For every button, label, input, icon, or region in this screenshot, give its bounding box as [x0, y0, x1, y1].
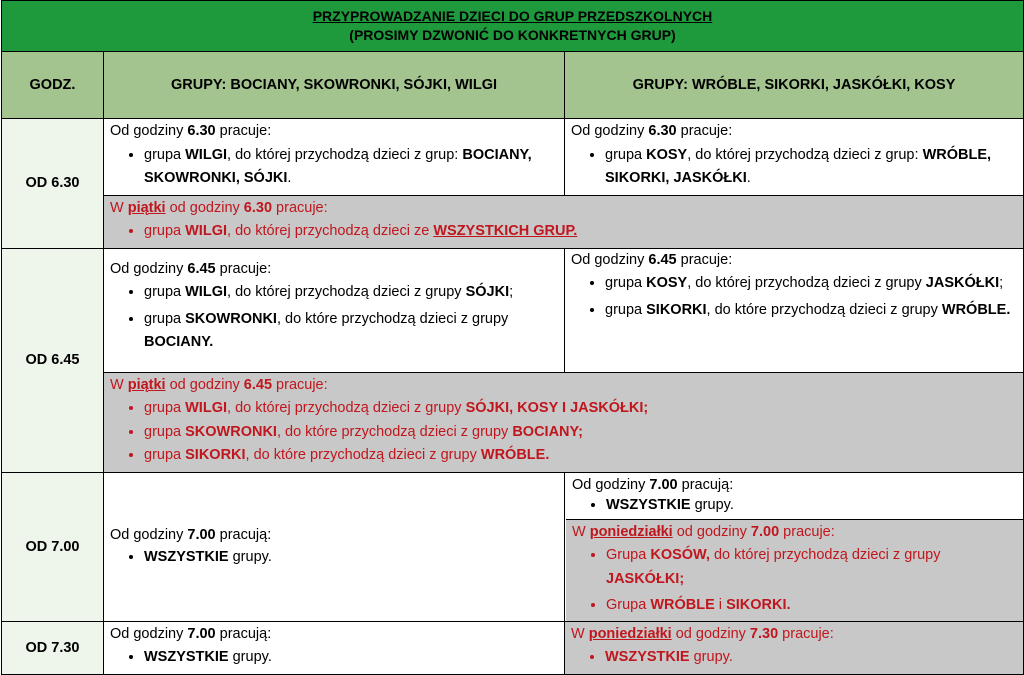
list-item: • grupa SIKORKI, do które przychodzą dzieci z grupy WRÓBLE. — [144, 444, 1017, 468]
intro-645-a: Od godziny 6.45 pracuje: — [110, 260, 272, 277]
list-item: • WSZYSTKIE grupy. — [144, 646, 558, 670]
monday-intro-730: W poniedziałki od godziny 7.30 pracuje: — [571, 625, 834, 642]
title-line-2: (PROSIMY DZWONIĆ DO KONKRETNYCH GRUP) — [349, 27, 676, 43]
list-item: • grupa WILGI, do której przychodzą dzieci ze WSZYSTKICH GRUP. — [144, 220, 1017, 244]
list-item: • WSZYSTKIE grupy. — [606, 495, 1018, 515]
list-item: • grupa SKOWRONKI, do które przychodzą dzieci z grupy BOCIANY; — [144, 421, 1017, 445]
row-645-main — [2, 248, 1024, 372]
time-630: OD 6.30 — [2, 119, 104, 249]
schedule-table — [1, 0, 1024, 675]
list-item: • grupa KOSY, do której przychodzą dzieci z grupy JASKÓŁKI; — [605, 272, 1017, 296]
list-item: • grupa WILGI, do której przychodzą dzieci z grupy SÓJKI; — [144, 281, 558, 305]
title-line-1: PRZYPROWADZANIE DZIECI DO GRUP PRZEDSZKOLNYCH — [312, 8, 713, 24]
header-groups-b: GRUPY: WRÓBLE, SIKORKI, JASKÓŁKI, KOSY — [565, 52, 1024, 119]
row-730 — [2, 621, 1024, 674]
row-630-friday — [2, 195, 1024, 248]
list-item: • grupa WILGI, do której przychodzą dzieci z grup: BOCIANY, SKOWRONKI, SÓJKI. — [144, 144, 558, 191]
cell-630-b — [565, 119, 1024, 196]
row-700 — [2, 472, 1024, 621]
friday-note-645 — [104, 372, 1024, 472]
intro-645-b: Od godziny 6.45 pracuje: — [571, 251, 733, 268]
header-groups-a: GRUPY: BOCIANY, SKOWRONKI, SÓJKI, WILGI — [104, 52, 565, 119]
time-730: OD 7.30 — [2, 621, 104, 674]
list-item: • grupa WILGI, do której przychodzą dzieci z grupy SÓJKI, KOSY I JASKÓŁKI; — [144, 397, 1017, 421]
list-item: • WSZYSTKIE grupy. — [144, 546, 558, 568]
title-row — [2, 1, 1024, 52]
list-item: • Grupa WRÓBLE i SIKORKI. — [606, 594, 1018, 618]
cell-700-b — [565, 472, 1024, 621]
monday-note-700 — [566, 519, 1024, 621]
header-row — [2, 52, 1024, 119]
intro-630-b: Od godziny 6.30 pracuje: — [571, 123, 733, 139]
intro-630-a: Od godziny 6.30 pracuje: — [110, 123, 272, 139]
intro-700-a: Od godziny 7.00 pracują: — [110, 527, 272, 543]
table-title — [2, 1, 1024, 52]
header-time: GODZ. — [2, 52, 104, 119]
monday-intro-700: W poniedziałki od godziny 7.00 pracuje: — [572, 523, 835, 540]
row-645-friday — [2, 372, 1024, 472]
friday-intro-645: W piątki od godziny 6.45 pracuje: — [110, 376, 328, 393]
friday-intro-630: W piątki od godziny 6.30 pracuje: — [110, 199, 328, 216]
time-645: OD 6.45 — [2, 248, 104, 472]
cell-700-a — [104, 472, 565, 621]
list-item: • Grupa KOSÓW, do której przychodzą dzieci z grupy JASKÓŁKI; — [606, 544, 1018, 591]
cell-645-a — [104, 248, 565, 372]
list-item: • WSZYSTKIE grupy. — [605, 646, 1017, 670]
list-item: • grupa SKOWRONKI, do które przychodzą dzieci z grupy BOCIANY. — [144, 308, 558, 355]
subtable-700-b — [566, 473, 1024, 621]
intro-700-b: Od godziny 7.00 pracują: — [572, 476, 734, 493]
cell-645-b — [565, 248, 1024, 372]
cell-630-a — [104, 119, 565, 196]
intro-730-a: Od godziny 7.00 pracują: — [110, 625, 272, 642]
cell-730-a — [104, 621, 565, 674]
time-700: OD 7.00 — [2, 472, 104, 621]
friday-note-630 — [104, 195, 1024, 248]
monday-note-730 — [565, 621, 1024, 674]
list-item: • grupa KOSY, do której przychodzą dzieci z grup: WRÓBLE, SIKORKI, JASKÓŁKI. — [605, 144, 1017, 191]
row-630-main — [2, 119, 1024, 196]
list-item: • grupa SIKORKI, do które przychodzą dzieci z grupy WRÓBLE. — [605, 299, 1017, 323]
